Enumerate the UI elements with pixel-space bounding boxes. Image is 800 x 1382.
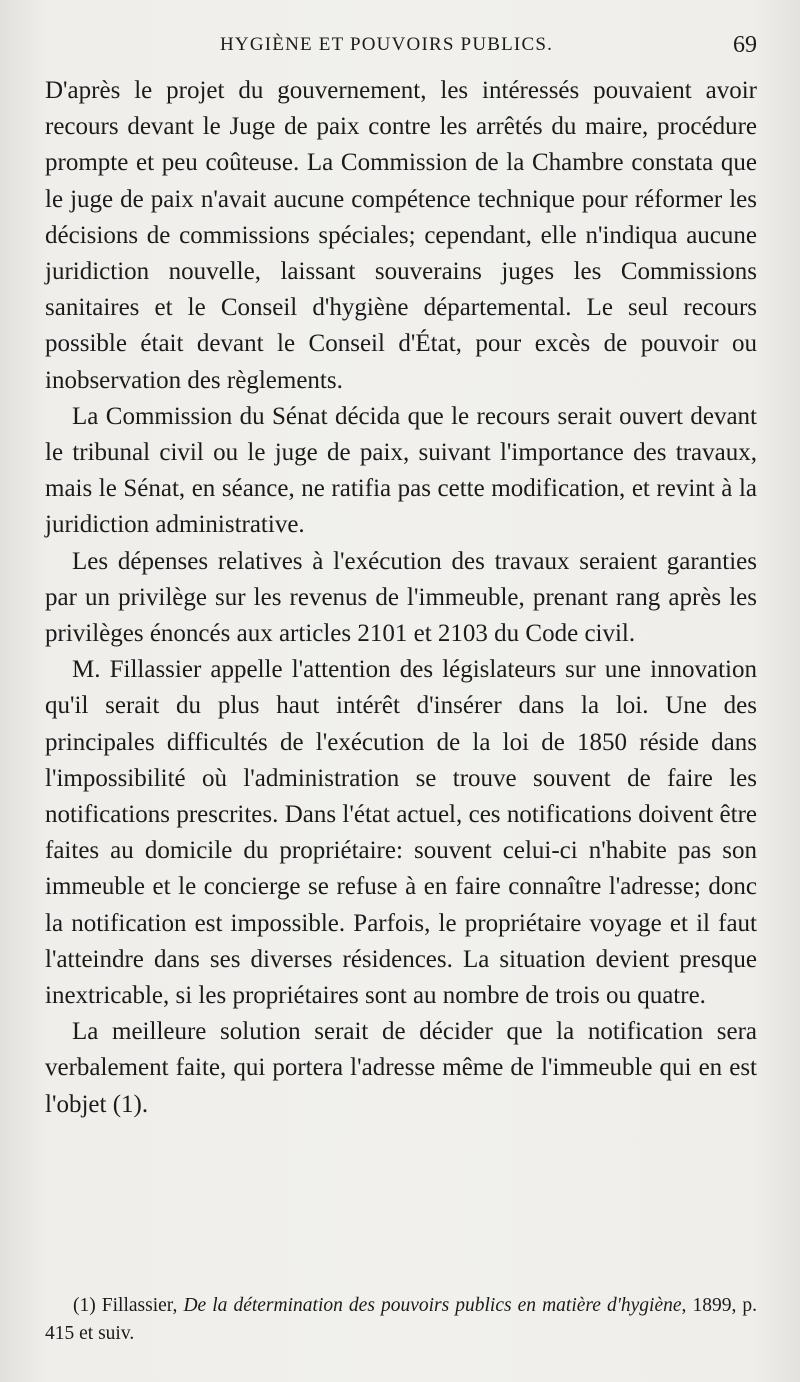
footnote-marker: (1) Fillassier, — [73, 1295, 178, 1316]
paragraph: M. Fillassier appelle l'attention des législateurs sur une innovation qu'il serait du plus haut intérêt d'insérer dans la loi. Une des principales difficultés de l'exécution de la loi de 1850 réside dans l'impossibilité où l'administration se trouve souvent de faire les notifications prescrites. Dans l'état actuel, ces notifications doivent être faites au domicile du propriétaire: souvent celui-ci n'habite pas son immeuble et le concierge se refuse à en faire connaître l'adresse; donc la notification est impossible. Parfois, le propriétaire voyage et il faut l'atteindre dans ses diverses résidences. La situation devient presque inextricable, si les propriétaires sont au nombre de trois ou quatre. — [45, 656, 757, 1010]
paragraph: Les dépenses relatives à l'exécution des travaux seraient garanties par un privilège sur les revenus de l'immeuble, prenant rang après les privilèges énoncés aux articles 2101 et 2103 du Code civil. — [45, 547, 757, 648]
paragraph: La meilleure solution serait de décider que la notification sera verbalement faite, qui portera l'adresse même de l'immeuble qui en est l'objet (1). — [45, 1018, 757, 1118]
paragraph: D'après le projet du gouvernement, les intéressés pouvaient avoir recours devant le Juge de paix contre les arrêtés du maire, procédure prompte et peu coûteuse. La Commission de la Chambre constata que le juge de paix n'avait aucune compétence technique pour réformer les décisions de commissions spéciales; cependant, elle n'indiqua aucune juridiction nouvelle, laissant souverains juges les Commissions sanitaires et le Conseil d'hygiène départemental. Le seul recours possible était devant le Conseil d'État, pour excès de pouvoir ou inobservation des règlements. — [45, 77, 757, 394]
footnote-title: De la détermination des pouvoirs publics en matière d'hygiène — [183, 1295, 682, 1316]
body-text — [45, 73, 757, 1123]
footnote — [45, 1292, 757, 1348]
page-number: 69 — [733, 32, 757, 58]
footnote-reference: , 1899, p. 415 et suiv. — [45, 1295, 758, 1344]
running-title: HYGIÈNE ET POUVOIRS PUBLICS. — [220, 34, 554, 55]
running-header — [0, 34, 800, 64]
paragraph: La Commission du Sénat décida que le recours serait ouvert devant le tribunal civil ou le juge de paix, suivant l'importance des travaux, mais le Sénat, en séance, ne ratifia pas cette modification, et revint à la juridiction administrative. — [45, 402, 757, 539]
